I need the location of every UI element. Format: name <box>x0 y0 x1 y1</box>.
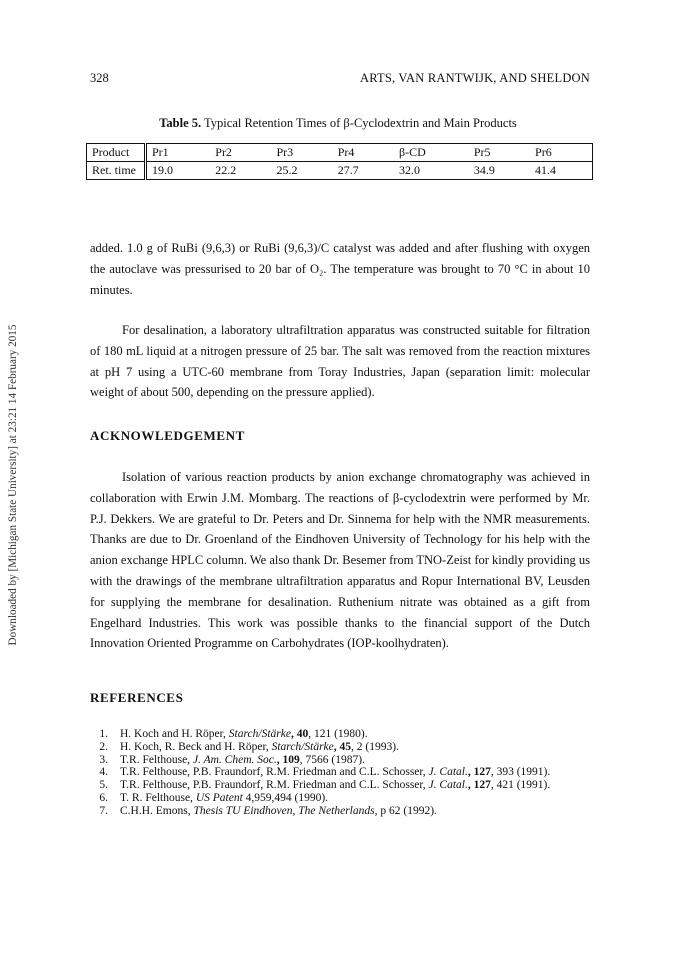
table-cell: 22.2 <box>210 162 271 180</box>
reference-item: 3. T.R. Felthouse, J. Am. Chem. Soc., 109, 7566 (1987). <box>99 753 365 766</box>
page-header <box>90 71 590 91</box>
reference-item: 7. C.H.H. Emons, Thesis TU Eindhoven, The Netherlands, p 62 (1992). <box>99 804 437 817</box>
table-cell: Pr3 <box>272 144 333 162</box>
table-cell: Product <box>87 144 146 162</box>
acknowledgement-text: Isolation of various reaction products by anion exchange chromatography was achieved in collaboration with Erwin J.M. Mombarg. The reactions of β-cyclodextrin were performed by Mr. P.J. Dekkers. We are grateful to Dr. Peters and Dr. Sinnema for help with the NMR measurements. Thanks are due to Dr. Groenland of the Eindhoven University of Technology for his help with the anion exchange HPLC column. We also thank Dr. Besemer from TNO-Zeist for kindly providing us with the drawings of the membrane ultrafiltration apparatus and Ropur International BV, Leusden for supplying the membrane for desalination. Ruthenium nitrate was obtained as a gift from Engelhard Industries. This work was possible thanks to the financial support of the Dutch Innovation Oriented Programme on Carbohydrates (IOP-koolhydraten). <box>90 470 590 651</box>
table-cell: 32.0 <box>394 162 469 180</box>
table-cell: Pr6 <box>530 144 592 162</box>
table-cell: 34.9 <box>469 162 530 180</box>
paragraph-catalyst: added. 1.0 g of RuBi (9,6,3) or RuBi (9,6,3)/C catalyst was added and after flushing with oxygen the autoclave was pressurised to 20 bar of O₂. The temperature was brought to 70 °C in about 10 minutes. <box>90 241 590 297</box>
reference-item: 2. H. Koch, R. Beck and H. Röper, Starch/Stärke, 45, 2 (1993). <box>99 740 399 753</box>
acknowledgement-heading: ACKNOWLEDGEMENT <box>90 428 245 443</box>
retention-table <box>86 143 593 180</box>
reference-item: 5. T.R. Felthouse, P.B. Fraundorf, R.M. Friedman and C.L. Schosser, J. Catal., 127, 421 (1991). <box>99 779 551 792</box>
table-caption-text: Typical Retention Times of β-Cyclodextrin and Main Products <box>204 116 517 130</box>
paragraph-desalination: For desalination, a laboratory ultrafiltration apparatus was constructed suitable for filtration of 180 mL liquid at a nitrogen pressure of 25 bar. The salt was removed from the reaction mixtures at pH 7 using a UTC-60 membrane from Toray Industries, Japan (separation limit: molecular weight of about 500, depending on the pressure applied). <box>90 323 590 400</box>
table-cell: Pr2 <box>210 144 271 162</box>
table-cell: β-CD <box>394 144 469 162</box>
reference-item: 6. T. R. Felthouse, US Patent 4,959,494 (1990). <box>99 791 329 804</box>
download-watermark: Downloaded by [Michigan State University] at 23:21 14 February 2015 <box>7 324 19 646</box>
table-cell: Pr4 <box>333 144 394 162</box>
table-value-row <box>87 162 593 180</box>
table-cell: 27.7 <box>333 162 394 180</box>
table-cell: 25.2 <box>272 162 333 180</box>
table-cell: 19.0 <box>146 162 211 180</box>
reference-list <box>90 728 560 818</box>
table-caption <box>0 116 676 131</box>
table-cell: Pr1 <box>146 144 211 162</box>
reference-item: 4. T.R. Felthouse, P.B. Fraundorf, R.M. Friedman and C.L. Schosser, J. Catal., 127, 393 (1991). <box>99 766 551 779</box>
references-heading: REFERENCES <box>90 690 184 705</box>
table-cell: Ret. time <box>87 162 146 180</box>
table-cell: 41.4 <box>530 162 592 180</box>
page-number: 328 <box>90 71 109 85</box>
reference-item: 1. H. Koch and H. Röper, Starch/Stärke, 40, 121 (1980). <box>99 728 368 740</box>
running-title: ARTS, VAN RANTWIJK, AND SHELDON <box>360 71 590 85</box>
table-header-row <box>87 144 593 162</box>
table-label: Table 5. <box>159 116 202 130</box>
table-cell: Pr5 <box>469 144 530 162</box>
